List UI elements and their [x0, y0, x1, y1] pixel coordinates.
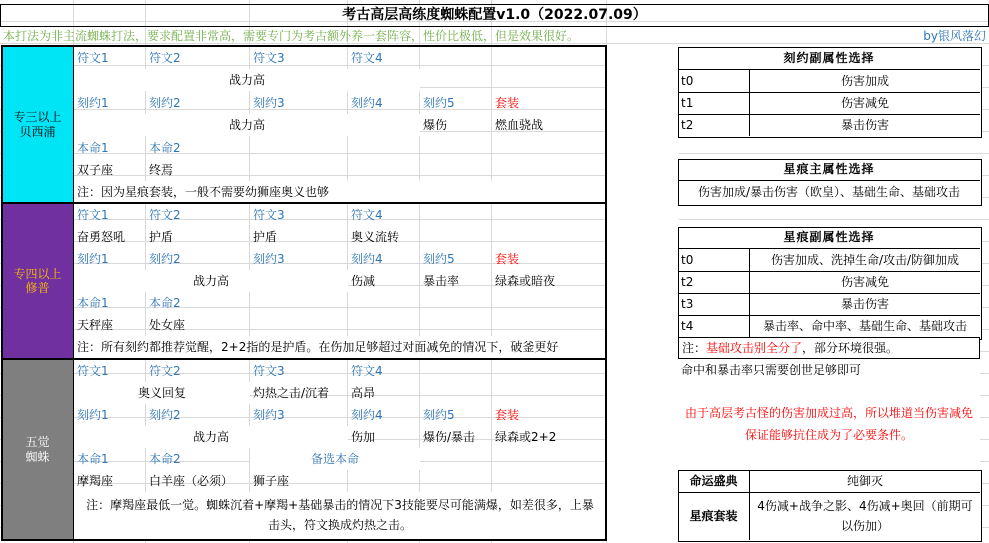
s1-set-value: 燃血骁战 [495, 117, 544, 132]
section-3-label-line1: 五觉 [25, 435, 50, 450]
s2-engrave4-header: 刻约4 [351, 251, 383, 266]
section-2-label [2, 203, 74, 359]
hit-note: 命中和暴击率只需要创世足够即可 [678, 359, 980, 381]
s3-rune4-header: 符文4 [351, 363, 383, 378]
s3-engrave2-header: 刻约2 [149, 407, 181, 422]
engrave-sub-key-1: t1 [678, 92, 750, 114]
s3-engrave5-header: 刻约5 [423, 407, 455, 422]
s2-rune2-header: 符文2 [149, 207, 181, 222]
s1-engrave1-header: 刻约1 [77, 95, 109, 110]
s2-engrave-main: 战力高 [74, 270, 348, 292]
s3-note: 注：摩羯座最低一觉。蜘蛛沉着+摩羯+基础暴击的情况下3技能要尽可能满爆，如差很多，上暴击头，符文换成灼热之击。 [74, 492, 606, 539]
intro-text: 本打法为非主流蜘蛛打法，要求配置非常高，需要专门为考古额外养一套阵容，性价比极低，但是效果很好。 [3, 29, 580, 44]
s3-engrave1-header: 刻约1 [77, 407, 109, 422]
damage-reduction-note: 由于高层考古怪的伤害加成过高，所以堆道当伤害减免保证能够抗住成为了必要条件。 [678, 382, 980, 468]
s1-fate1-header: 本命1 [77, 140, 109, 155]
s1-fate2-header: 本命2 [149, 140, 181, 155]
s3-fate2-header: 本命2 [149, 451, 181, 466]
s2-rune1-header: 符文1 [77, 207, 109, 222]
star-sub-key-0: t0 [678, 249, 750, 271]
star-sub-value-1: 伤害减免 [840, 274, 889, 289]
s2-engrave1-header: 刻约1 [77, 251, 109, 266]
star-sub-note [678, 337, 980, 359]
star-main-title: 星痕主属性选择 [678, 159, 980, 181]
s1-engrave5-header: 刻约5 [423, 95, 455, 110]
section-2-label-line2: 修普 [25, 281, 50, 295]
star-sub-note-prefix: 注： [682, 340, 707, 355]
s2-set-value: 绿森或暗夜 [495, 273, 556, 288]
section-2-label-line1: 专四以上 [13, 266, 62, 281]
s3-engrave4-header: 刻约4 [351, 407, 383, 422]
s3-engrave4-value: 伤加 [351, 429, 376, 444]
page-title: 考古高层高练度蜘蛛配置v1.0（2022.07.09） [0, 4, 989, 27]
s1-set-header: 套装 [495, 95, 520, 110]
star-sub-note-suffix: ，部分环境很强。 [802, 340, 899, 355]
s2-rune4-value: 奥义流转 [351, 229, 400, 244]
s3-rune3-header: 符文3 [253, 363, 285, 378]
star-sub-key-3: t4 [678, 315, 750, 337]
s3-set-value: 绿森或2+2 [495, 429, 557, 444]
engrave-sub-value-1: 伤害减免 [840, 95, 889, 110]
s2-rune1-value: 奋勇怒吼 [77, 229, 126, 244]
section-1-label [2, 46, 74, 203]
s1-note: 注：因为星痕套装，一般不需要幼狮座奥义也够 [74, 181, 606, 203]
s2-engrave3-header: 刻约3 [253, 251, 285, 266]
s2-note: 注：所有刻约都推荐觉醒，2+2指的是护盾。在伤加足够超过对面减免的情况下，破釜更好 [74, 336, 606, 358]
fate-classic-label: 命运盛典 [678, 470, 750, 492]
star-set-value: 4伤减+战争之影、4伤减+奥回（前期可以伤加） [757, 499, 973, 533]
section-1-label-line2: 贝西浦 [19, 124, 56, 139]
s1-rune-value: 战力高 [74, 69, 420, 91]
engrave-sub-value-2: 暴击伤害 [840, 117, 889, 132]
s3-fate1-header: 本命1 [77, 451, 109, 466]
author-credit: by银风落幻 [923, 29, 986, 44]
s1-rune3-header: 符文3 [253, 50, 285, 65]
s3-set-header: 套装 [495, 407, 520, 422]
s1-rune1-header: 符文1 [77, 50, 109, 65]
s2-engrave5-value: 暴击率 [423, 273, 460, 288]
star-set-label: 星痕套装 [678, 493, 750, 540]
s1-fate1-value: 双子座 [77, 162, 114, 177]
s3-fate-alt-value: 狮子座 [253, 473, 290, 488]
star-sub-key-1: t2 [678, 271, 750, 293]
s3-fate-alt-header: 备选本命 [250, 448, 420, 470]
star-sub-key-2: t3 [678, 293, 750, 315]
s3-rune1-header: 符文1 [77, 363, 109, 378]
section-1-label-line1: 专三以上 [13, 110, 62, 125]
engrave-sub-value-0: 伤害加成 [840, 73, 889, 88]
s3-rune4-value: 高昂 [351, 385, 376, 400]
section-3-label-line2: 蜘蛛 [25, 449, 50, 464]
s1-engrave4-header: 刻约4 [351, 95, 383, 110]
s3-rune12-value: 奥义回复 [74, 382, 250, 404]
s3-rune3-value: 灼热之击/沉着 [253, 385, 330, 400]
s2-set-header: 套装 [495, 251, 520, 266]
engrave-sub-key-2: t2 [678, 114, 750, 136]
s1-rune4-header: 符文4 [351, 50, 383, 65]
star-sub-title: 星痕副属性选择 [678, 227, 980, 249]
star-sub-value-2: 暴击伤害 [840, 296, 889, 311]
s2-rune2-value: 护盾 [149, 229, 174, 244]
right-spacer [607, 46, 679, 540]
s3-engrave3-header: 刻约3 [253, 407, 285, 422]
s2-rune3-header: 符文3 [253, 207, 285, 222]
s2-engrave5-header: 刻约5 [423, 251, 455, 266]
s1-engrave2-header: 刻约2 [149, 95, 181, 110]
s1-rune2-header: 符文2 [149, 50, 181, 65]
section-3-label [2, 359, 74, 540]
star-sub-note-highlight: 基础攻击别全分了 [706, 340, 803, 355]
s3-rune2-header: 符文2 [149, 363, 181, 378]
s3-fate2-value: 白羊座（必须） [149, 473, 234, 488]
s3-engrave5-value: 爆伤/暴击 [423, 429, 476, 444]
s2-fate1-value: 天秤座 [77, 317, 114, 332]
s2-engrave2-header: 刻约2 [149, 251, 181, 266]
s1-fate2-value: 终焉 [149, 162, 174, 177]
s2-fate2-header: 本命2 [149, 295, 181, 310]
fate-classic-value: 纯御灭 [846, 473, 883, 488]
s2-rune4-header: 符文4 [351, 207, 383, 222]
s3-fate1-value: 摩羯座 [77, 473, 114, 488]
star-main-value: 伤害加成/暴击伤害（欧皇）、基础生命、基础攻击 [697, 184, 961, 199]
engrave-sub-title: 刻约副属性选择 [678, 47, 980, 70]
s1-engrave3-header: 刻约3 [253, 95, 285, 110]
s2-fate1-header: 本命1 [77, 295, 109, 310]
s2-rune3-value: 护盾 [253, 229, 278, 244]
s2-engrave4-value: 伤减 [351, 273, 376, 288]
s1-engrave-main: 战力高 [74, 114, 420, 136]
s3-engrave-main: 战力高 [74, 426, 348, 448]
engrave-sub-key-0: t0 [678, 70, 750, 92]
star-sub-value-3: 暴击率、命中率、基础生命、基础攻击 [762, 318, 967, 333]
s1-engrave5-value: 爆伤 [423, 117, 448, 132]
s2-fate2-value: 处女座 [149, 317, 186, 332]
star-sub-value-0: 伤害加成、洗掉生命/攻击/防御加成 [770, 252, 960, 267]
